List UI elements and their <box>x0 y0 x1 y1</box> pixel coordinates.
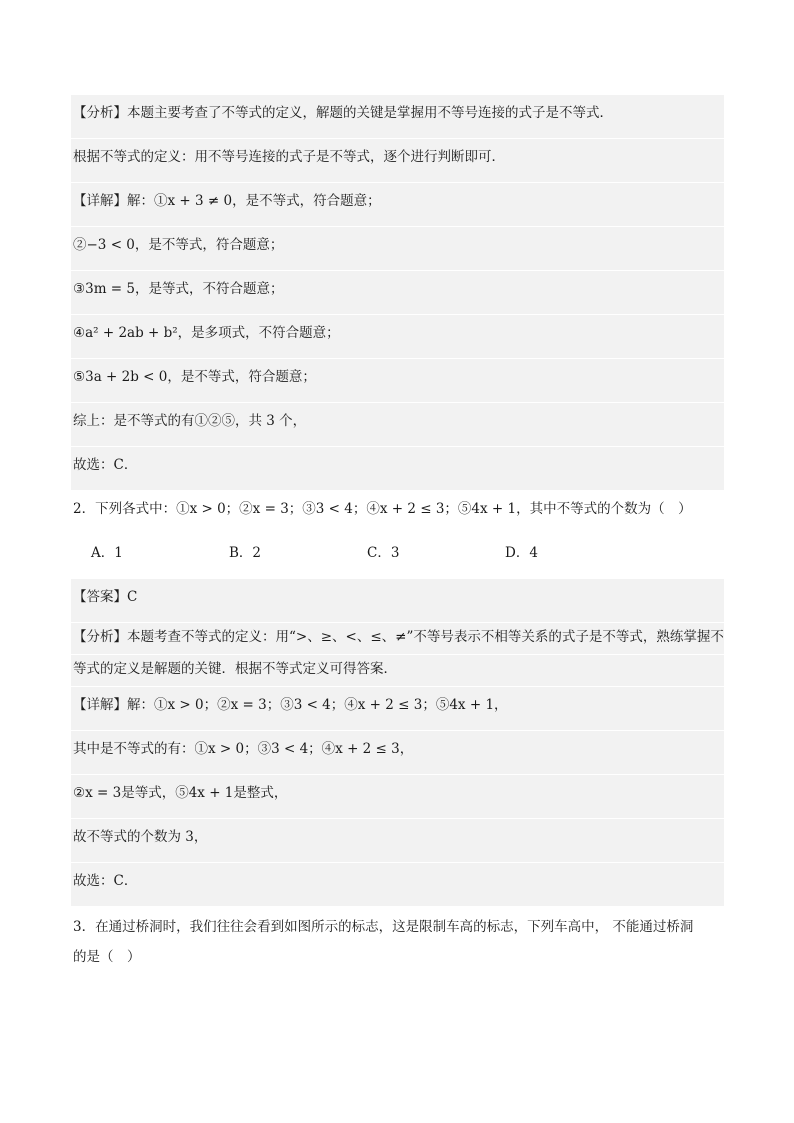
question-3-line: 的是（ ） <box>73 949 141 965</box>
question-3-line: 3．在通过桥洞时，我们往往会看到如图所示的标志，这是限制车高的标志，下列车高中， 不能通过桥洞 <box>73 919 694 935</box>
solution-block-2 <box>71 579 724 907</box>
question-2-stem: 2．下列各式中：①x > 0；②x = 3；③3 < 4；④x + 2 ≤ 3；⑤4x + 1，其中不等式的个数为（ ） <box>73 501 692 517</box>
solution-block-1 <box>71 95 724 491</box>
detail-line: ②−3 < 0，是不等式，符合题意； <box>71 227 724 271</box>
detail-line: 其中是不等式的有：①x > 0；③3 < 4；④x + 2 ≤ 3， <box>71 731 724 775</box>
analysis-line: 等式的定义是解题的关键．根据不等式定义可得答案． <box>71 655 724 687</box>
analysis-line: 【分析】本题主要考查了不等式的定义，解题的关键是掌握用不等号连接的式子是不等式． <box>71 95 724 139</box>
answer-line: 【答案】C <box>71 579 724 623</box>
answer-choice-line: 故选：C． <box>71 863 724 907</box>
option-b: B．2 <box>229 545 262 561</box>
option-a: A．1 <box>91 545 123 561</box>
summary-line: 综上：是不等式的有①②⑤，共 3 个， <box>71 403 724 447</box>
detail-line: 故不等式的个数为 3， <box>71 819 724 863</box>
detail-line: ⑤3a + 2b < 0，是不等式，符合题意； <box>71 359 724 403</box>
detail-line: 【详解】解：①x + 3 ≠ 0，是不等式，符合题意； <box>71 183 724 227</box>
question-3-stem <box>71 907 724 972</box>
detail-line: ④a² + 2ab + b²，是多项式，不符合题意； <box>71 315 724 359</box>
option-c: C．3 <box>367 545 400 561</box>
option-d: D．4 <box>505 545 538 561</box>
answer-choice-line: 故选：C． <box>71 447 724 491</box>
question-2-options <box>71 535 724 579</box>
analysis-line: 【分析】本题考查不等式的定义：用“>、≥、<、≤、≠”不等号表示不相等关系的式子是不等式，熟练掌握不 <box>71 623 724 655</box>
document-page <box>71 95 724 972</box>
detail-line: ③3m = 5，是等式，不符合题意； <box>71 271 724 315</box>
analysis-line: 根据不等式的定义：用不等号连接的式子是不等式，逐个进行判断即可． <box>71 139 724 183</box>
detail-line: 【详解】解：①x > 0；②x = 3；③3 < 4；④x + 2 ≤ 3；⑤4x + 1， <box>71 687 724 731</box>
detail-line: ②x = 3是等式，⑤4x + 1是整式， <box>71 775 724 819</box>
